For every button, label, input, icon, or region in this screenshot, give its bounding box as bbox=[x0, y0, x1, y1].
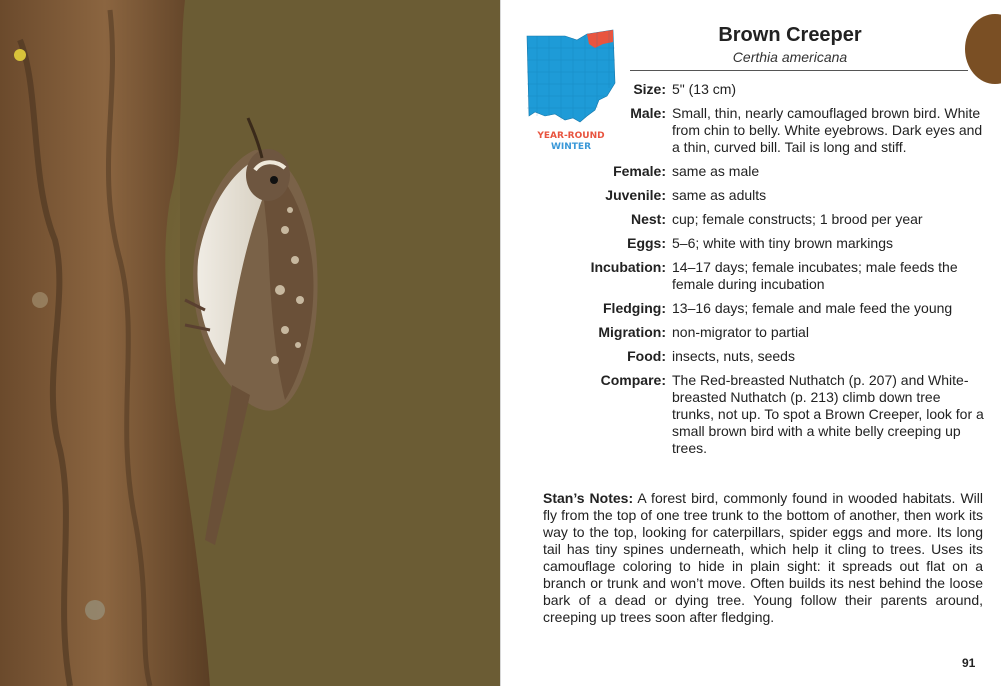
fact-label: Male: bbox=[630, 105, 666, 121]
notes-label: Stan’s Notes: bbox=[543, 490, 634, 506]
fact-label: Food: bbox=[627, 348, 666, 364]
fact-row-juvenile bbox=[560, 187, 990, 204]
fact-label: Compare: bbox=[600, 372, 666, 388]
brown-creeper-photo-illustration bbox=[0, 0, 500, 686]
fact-value: non-migrator to partial bbox=[672, 324, 809, 340]
legend-year-round: YEAR-ROUND bbox=[537, 131, 605, 141]
fact-label: Migration: bbox=[598, 324, 666, 340]
fact-row-male bbox=[560, 105, 990, 156]
fact-label: Size: bbox=[633, 81, 666, 97]
fact-label: Nest: bbox=[630, 211, 666, 227]
fact-value: same as adults bbox=[672, 187, 767, 203]
species-title-block bbox=[630, 24, 950, 65]
stans-notes bbox=[543, 490, 983, 626]
common-name: Brown Creeper bbox=[718, 24, 862, 46]
bird-photo bbox=[0, 0, 500, 686]
notes-text: A forest bird, commonly found in wooded habitats. Will fly from the top of one tree trunk to the bottom of another, then work its way to the top, looking for caterpillars, spider eggs and more. Its long tail has tiny spines underneath, which help it cling to trees. Uses its camouflage coloring to hide in plain sight: it spreads out flat on a branch or trunk and won’t move. Often builds its nest behind the loose bark of a dead or dying tree. Young follow their parents around, creeping up trees soon after fledging. bbox=[543, 490, 983, 625]
fact-value: 5–6; white with tiny brown markings bbox=[672, 235, 893, 251]
fact-value: The Red-breasted Nuthatch (p. 207) and White-breasted Nuthatch (p. 213) climb down tree trunks, not up. To spot a Brown Creeper, look for a small brown bird with a white belly creeping up trees. bbox=[672, 372, 984, 456]
fact-label: Eggs: bbox=[627, 235, 666, 251]
fact-row-food bbox=[560, 348, 990, 365]
fact-row-size bbox=[560, 81, 990, 98]
fact-value: same as male bbox=[672, 163, 760, 179]
fact-label: Female: bbox=[613, 163, 666, 179]
fact-label: Juvenile: bbox=[605, 187, 666, 203]
fact-row-eggs bbox=[560, 235, 990, 252]
facts-list bbox=[560, 81, 990, 464]
fact-row-migration bbox=[560, 324, 990, 341]
fact-value: 14–17 days; female incubates; male feeds the female during incubation bbox=[672, 259, 958, 292]
fact-value: 5" (13 cm) bbox=[672, 81, 737, 97]
fact-row-female bbox=[560, 163, 990, 180]
fact-row-compare bbox=[560, 372, 990, 457]
fact-row-fledging bbox=[560, 300, 990, 317]
fact-label: Fledging: bbox=[603, 300, 666, 316]
fact-value: 13–16 days; female and male feed the young bbox=[672, 300, 953, 316]
legend-winter: WINTER bbox=[550, 142, 592, 152]
fact-label: Incubation: bbox=[590, 259, 666, 275]
fact-row-nest bbox=[560, 211, 990, 228]
fact-value: insects, nuts, seeds bbox=[672, 348, 795, 364]
fact-value: Small, thin, nearly camouflaged brown bird. White from chin to belly. White eyebrows. Dark eyes and a thin, curved bill. Tail is long and stiff. bbox=[672, 105, 983, 155]
scientific-name: Certhia americana bbox=[732, 49, 848, 65]
page-number: 91 bbox=[962, 656, 976, 670]
fact-value: cup; female constructs; 1 brood per year bbox=[672, 211, 923, 227]
title-rule bbox=[630, 70, 968, 71]
fact-row-incubation bbox=[560, 259, 990, 293]
